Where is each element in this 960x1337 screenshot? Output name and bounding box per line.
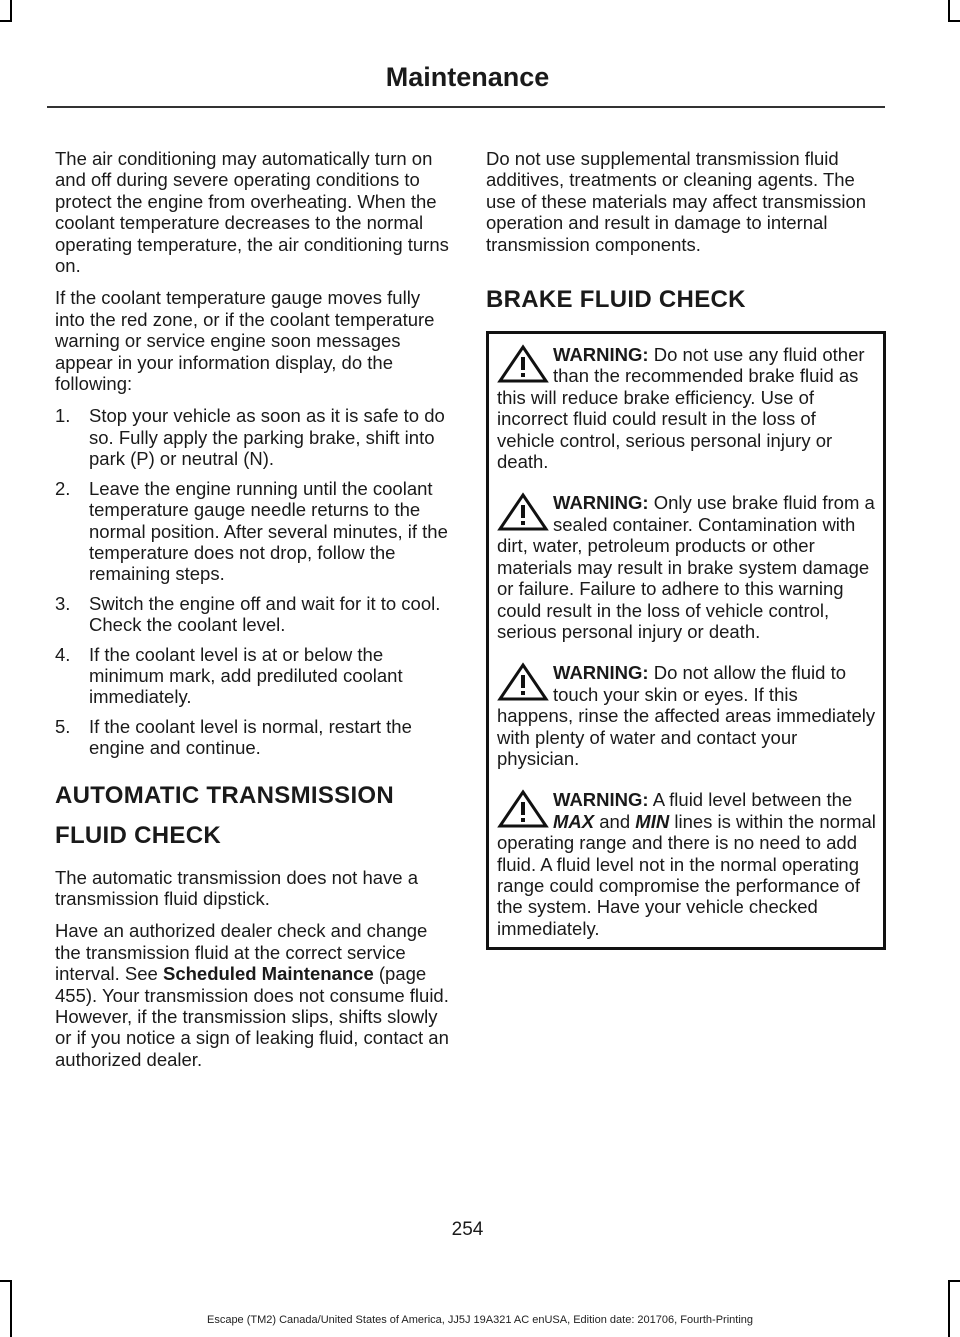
step-number: 2. — [55, 477, 71, 499]
warning-triangle-icon — [497, 789, 549, 829]
step-text: If the coolant level is normal, restart the engine and continue. — [89, 715, 412, 759]
min-label: MIN — [635, 810, 670, 832]
warning-text: Only use brake fluid from a sealed container. Contamination with dirt, water, petroleum products or other materials may result in brake system damage or failure. Failure to adhere to this warning could result in the loss of vehicle control, serious personal injury or death. — [497, 492, 875, 642]
paragraph: If the coolant temperature gauge moves fully into the red zone, or if the coolant temperature warning or service engine soon messages appear in your information display, do the following: — [55, 287, 435, 395]
step-text: Switch the engine off and wait for it to cool. Check the coolant level. — [89, 592, 441, 636]
warning-block — [497, 789, 877, 939]
paragraph: The air conditioning may automatically turn on and off during severe operating conditions to protect the engine from overheating. When the coolant temperature decreases to the normal operating temperature, the air conditioning turns on. — [55, 148, 449, 277]
heading-line: FLUID CHECK — [55, 821, 221, 849]
steps-list — [55, 405, 450, 758]
page-title: Maintenance — [385, 62, 550, 92]
warning-box — [486, 331, 886, 950]
paragraph: Do not use supplemental transmission fluid additives, treatments or cleaning agents. The use of these materials may affect transmission operation and result in damage to internal transmission components. — [486, 148, 867, 255]
warning-block — [497, 344, 877, 472]
left-column — [55, 148, 450, 1081]
warning-label: WARNING: — [553, 789, 649, 811]
crop-mark — [948, 1280, 950, 1337]
paragraph: The automatic transmission does not have a transmission fluid dipstick. — [55, 866, 418, 909]
text-run: Have an authorized dealer check and change the transmission fluid at the correct service interval. See — [55, 920, 428, 985]
header-divider — [47, 106, 885, 108]
step-number: 3. — [55, 592, 71, 614]
list-item — [55, 478, 450, 585]
warning-block — [497, 662, 877, 769]
warning-label: WARNING: — [553, 344, 649, 366]
crop-mark — [10, 0, 12, 22]
scheduled-maintenance-link[interactable]: Scheduled Maintenance — [162, 963, 374, 985]
crop-mark — [948, 0, 950, 22]
list-item — [55, 593, 450, 636]
crop-mark — [0, 20, 12, 22]
list-item — [55, 644, 450, 708]
warning-triangle-icon — [497, 344, 549, 384]
section-heading: BRAKE FLUID CHECK — [486, 286, 746, 314]
step-number: 4. — [55, 643, 71, 665]
page-number: 254 — [451, 1219, 484, 1240]
list-item — [55, 716, 450, 759]
step-number: 1. — [55, 405, 71, 427]
crop-mark — [948, 1280, 960, 1282]
footer-text: Escape (TM2) Canada/United States of America, JJ5J 19A321 AC enUSA, Edition date: 201706, Fourth-Printing — [206, 1314, 754, 1326]
warning-label: WARNING: — [553, 492, 649, 514]
warning-text: and — [594, 810, 636, 832]
step-text: Stop your vehicle as soon as it is safe to do so. Fully apply the parking brake, shift into park (P) or neutral (N). — [89, 405, 445, 470]
warning-triangle-icon — [497, 662, 549, 702]
warning-text: Do not use any fluid other than the recommended brake fluid as this will reduce brake efficiency. Use of incorrect fluid could result in the loss of vehicle control, serious personal injury or death. — [497, 344, 865, 473]
step-text: Leave the engine running until the coolant temperature gauge needle returns to the normal position. After several minutes, if the temperature does not drop, follow the remaining steps. — [89, 477, 448, 585]
warning-text: lines is within the normal operating range and there is no need to add fluid. A fluid level not in the normal operating range could compromise the performance of the system. Have your vehicle checked immediately. — [497, 810, 876, 939]
warning-block — [497, 492, 877, 642]
crop-mark — [10, 1280, 12, 1337]
warning-label: WARNING: — [553, 662, 649, 684]
crop-mark — [948, 20, 960, 22]
max-label: MAX — [553, 810, 595, 832]
section-heading — [55, 781, 450, 811]
text-run: (page 455). Your transmission does not consume fluid. However, if the transmission slips, shifts slowly or if you notice a sign of leaking fluid, contact an authorized dealer. — [55, 963, 449, 1070]
warning-text: Do not allow the fluid to touch your skin or eyes. If this happens, rinse the affected areas immediately with plenty of water and contact your physician. — [497, 662, 876, 769]
step-text: If the coolant level is at or below the minimum mark, add prediluted coolant immediately. — [89, 643, 403, 708]
paragraph — [55, 920, 450, 1070]
right-column — [486, 148, 886, 950]
heading-line: AUTOMATIC TRANSMISSION — [55, 781, 395, 809]
warning-triangle-icon — [497, 492, 549, 532]
warning-text: A fluid level between the — [648, 789, 853, 811]
list-item — [55, 405, 450, 469]
step-number: 5. — [55, 715, 71, 737]
section-heading-continued — [55, 821, 450, 851]
crop-mark — [0, 1280, 12, 1282]
